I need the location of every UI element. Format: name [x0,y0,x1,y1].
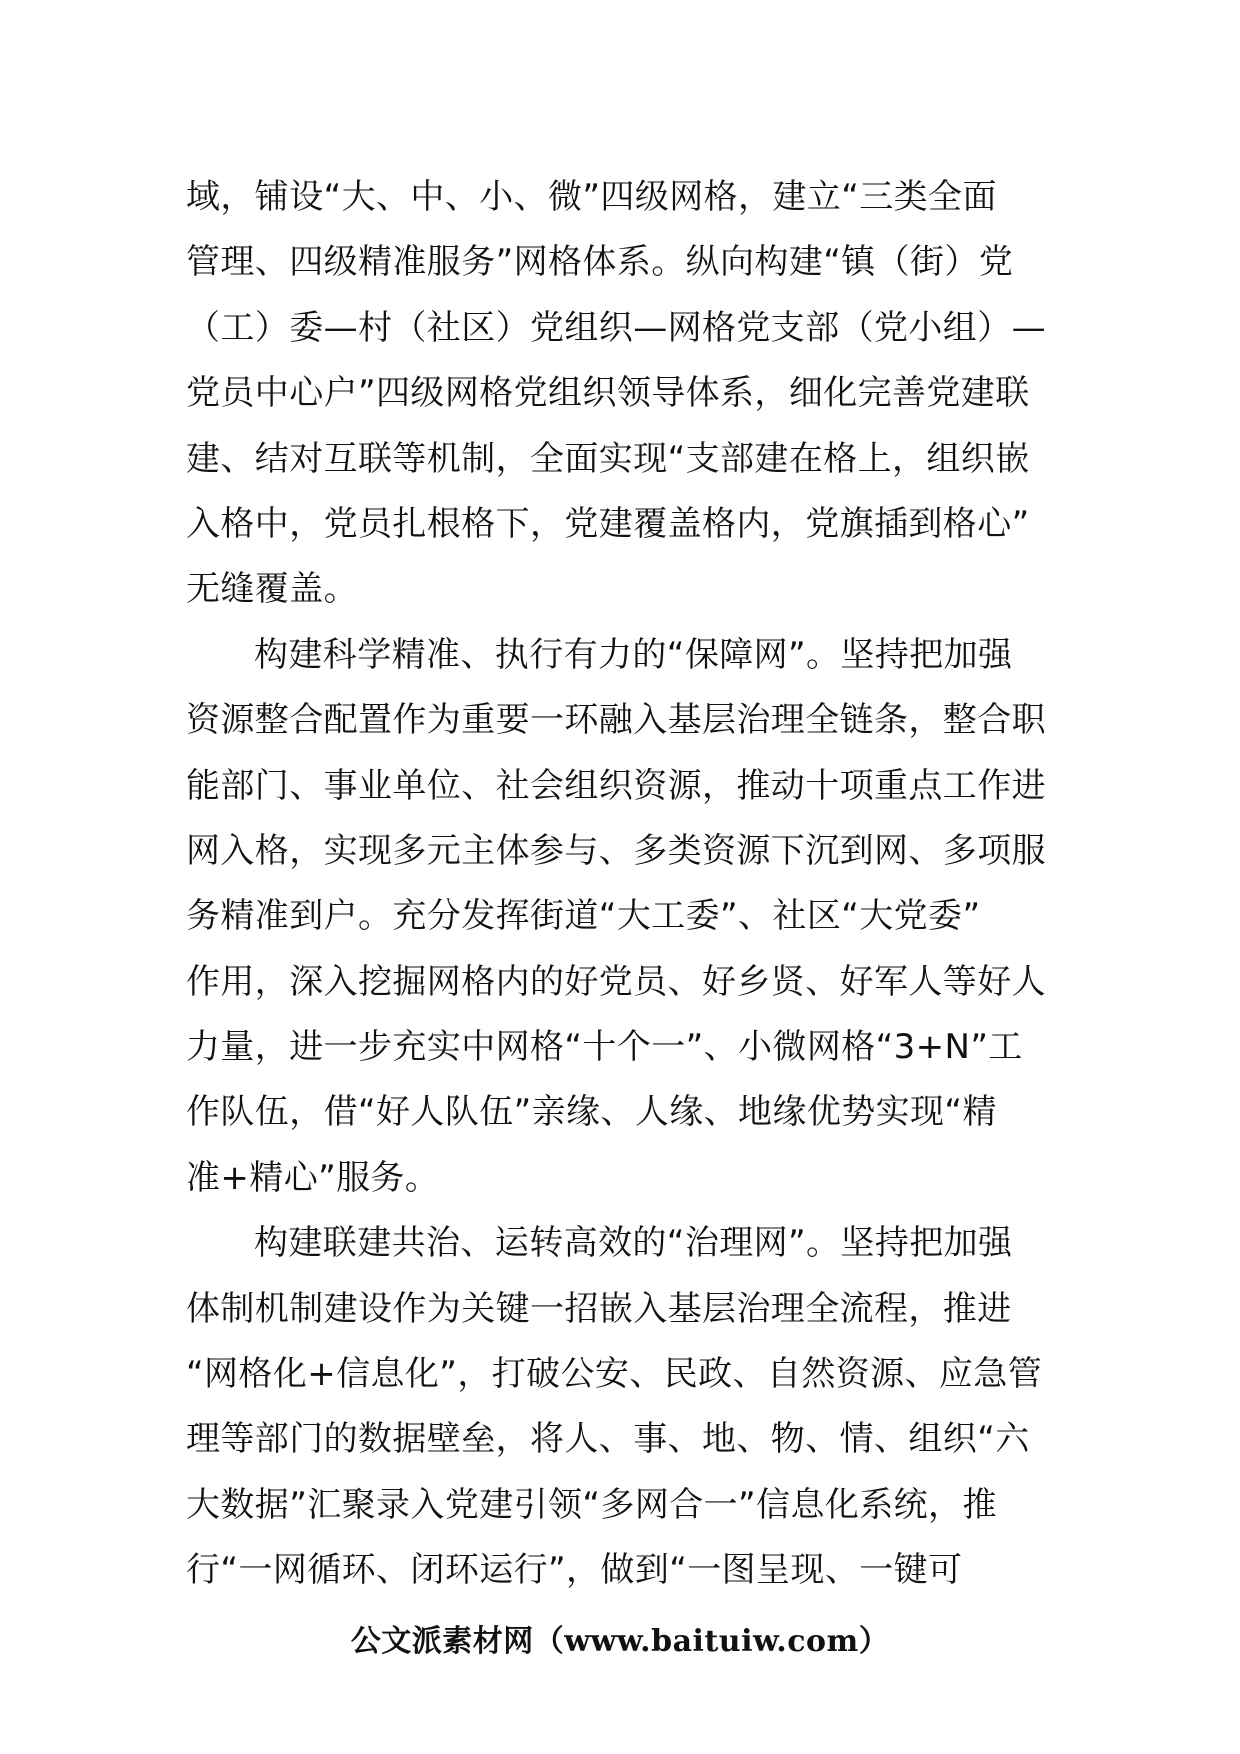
text-line: 务精准到户。充分发挥街道“大工委”、社区“大党委” [186,896,981,937]
text-line: 体制机制建设作为关键一招嵌入基层治理全流程，推进 [186,1288,1012,1329]
text-line: 管理、四级精准服务”网格体系。纵向构建“镇（街）党 [186,242,1014,283]
text-line: 理等部门的数据壁垒，将人、事、地、物、情、组织“六 [186,1419,1030,1460]
text-line: 构建联建共治、运转高效的“治理网”。坚持把加强 [254,1223,1013,1264]
text-line: 无缝覆盖。 [186,569,358,610]
body-text [186,165,1056,1604]
text-line: 建、结对互联等机制，全面实现“支部建在格上，组织嵌 [186,438,1030,479]
text-line: 准+精心”服务。 [186,1157,440,1198]
text-line: 能部门、事业单位、社会组织资源，推动十项重点工作进 [186,765,1046,806]
text-line: （工）委—村（社区）党组织—网格党支部（党小组）— [186,307,1046,348]
text-line: 作用，深入挖掘网格内的好党员、好乡贤、好军人等好人 [186,961,1046,1002]
footer-watermark: 公文派素材网（www.baituiw.com） [350,1624,890,1659]
text-line: 大数据”汇聚录入党建引领“多网合一”信息化系统，推 [186,1484,997,1525]
text-line: “网格化+信息化”，打破公安、民政、自然资源、应急管 [186,1354,1043,1395]
text-line: 网入格，实现多元主体参与、多类资源下沉到网、多项服 [186,830,1046,871]
text-line: 域，铺设“大、中、小、微”四级网格，建立“三类全面 [186,177,997,217]
text-line: 党员中心户”四级网格党组织领导体系，细化完善党建联 [186,373,1030,414]
text-line: 资源整合配置作为重要一环融入基层治理全链条，整合职 [186,700,1046,741]
text-line: 行“一网循环、闭环运行”，做到“一图呈现、一键可 [186,1550,963,1591]
text-line: 力量，进一步充实中网格“十个一”、小微网格“3+N”工 [186,1027,1023,1068]
text-line: 作队伍，借“好人队伍”亲缘、人缘、地缘优势实现“精 [186,1092,997,1133]
text-line: 构建科学精准、执行有力的“保障网”。坚持把加强 [254,634,1013,675]
text-line: 入格中，党员扎根格下，党建覆盖格内，党旗插到格心” [186,503,1030,544]
